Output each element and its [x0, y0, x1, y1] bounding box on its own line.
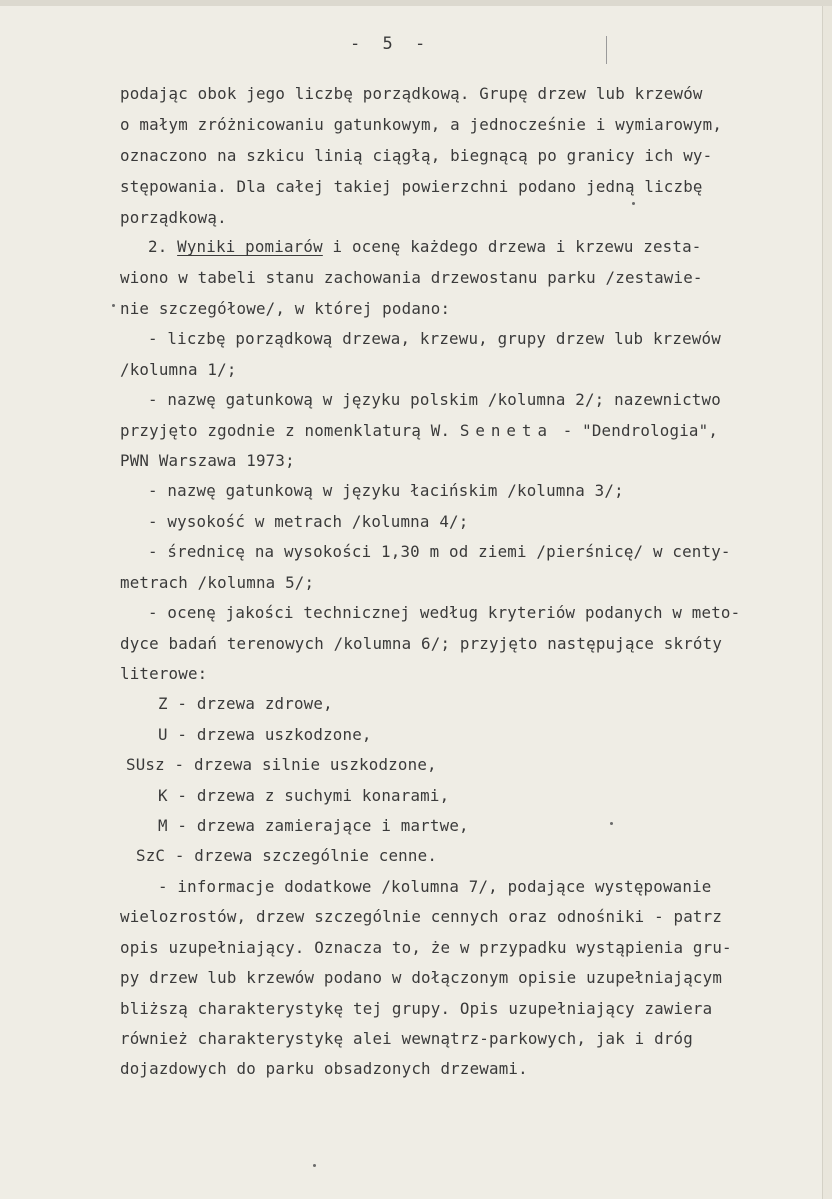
- list-item-3: - nazwę gatunkową w języku łacińskim /kolumna 3/;: [148, 481, 624, 500]
- list-item-7-cont-1: wielozrostów, drzew szczególnie cennych oraz odnośniki - patrz: [120, 907, 723, 926]
- abbrev-m: M - drzewa zamierające i martwe,: [158, 816, 469, 835]
- abbrev-szc: SzC - drzewa szczególnie cenne.: [136, 846, 438, 865]
- speck-dot: [313, 1164, 316, 1167]
- text-line-7: wiono w tabeli stanu zachowania drzewostanu parku /zestawie-: [120, 268, 703, 287]
- list-item-1: - liczbę porządkową drzewa, krzewu, grupy drzew lub krzewów: [148, 329, 721, 348]
- list-item-7-cont-5: również charakterystykę alei wewnątrz-parkowych, jak i dróg: [120, 1029, 693, 1048]
- speck-dot: [610, 822, 613, 825]
- abbrev-z: Z - drzewa zdrowe,: [158, 694, 333, 713]
- list-item-7: - informacje dodatkowe /kolumna 7/, podające występowanie: [158, 877, 712, 896]
- list-item-6: - ocenę jakości technicznej według kryteriów podanych w meto-: [148, 603, 741, 622]
- speck-dot: [632, 202, 635, 205]
- list-item-5-cont: metrach /kolumna 5/;: [120, 573, 315, 592]
- section-number: [148, 237, 702, 256]
- nomenclature-text: przyjęto zgodnie z nomenklaturą W.: [120, 421, 451, 440]
- speck-dot: [112, 304, 115, 307]
- list-item-7-cont-2: opis uzupełniający. Oznacza to, że w przypadku wystąpienia gru-: [120, 938, 732, 957]
- list-item-6-cont-2: literowe:: [120, 664, 208, 683]
- list-item-7-cont-3: py drzew lub krzewów podano w dołączonym opisie uzupełniającym: [120, 968, 723, 987]
- pencil-mark: [606, 36, 607, 64]
- text-line-5: porządkową.: [120, 208, 227, 227]
- abbrev-u: U - drzewa uszkodzone,: [158, 725, 372, 744]
- list-item-2: - nazwę gatunkową w języku polskim /kolumna 2/; nazewnictwo: [148, 390, 721, 409]
- abbrev-k: K - drzewa z suchymi konarami,: [158, 786, 450, 805]
- page-number: - 5 -: [350, 34, 432, 54]
- book-title: - "Dendrologia",: [562, 421, 719, 440]
- section-intro-text: i ocenę każdego drzewa i krzewu zesta-: [322, 237, 702, 256]
- page-top-edge: [0, 0, 832, 6]
- list-item-5: - średnicę na wysokości 1,30 m od ziemi /pierśnicę/ w centy-: [148, 542, 731, 561]
- text-line-3: oznaczono na szkicu linią ciągłą, biegnącą po granicy ich wy-: [120, 146, 713, 165]
- publisher-line: PWN Warszawa 1973;: [120, 451, 295, 470]
- text-line-2: o małym zróżnicowaniu gatunkowym, a jednocześnie i wymiarowym,: [120, 115, 723, 134]
- author-name-spaced: Seneta: [459, 421, 553, 440]
- list-item-1-cont: /kolumna 1/;: [120, 360, 237, 379]
- list-item-4: - wysokość w metrach /kolumna 4/;: [148, 512, 469, 531]
- list-item-2-cont: [120, 421, 718, 440]
- section-number-label: 2.: [148, 237, 168, 256]
- list-item-7-cont-6: dojazdowych do parku obsadzonych drzewami.: [120, 1059, 528, 1078]
- list-item-7-cont-4: bliższą charakterystykę tej grupy. Opis uzupełniający zawiera: [120, 999, 713, 1018]
- abbrev-susz: SUsz - drzewa silnie uszkodzone,: [126, 755, 437, 774]
- text-line-4: stępowania. Dla całej takiej powierzchni podano jedną liczbę: [120, 177, 703, 196]
- section-heading-underlined: Wyniki pomiarów: [177, 237, 323, 256]
- list-item-6-cont: dyce badań terenowych /kolumna 6/; przyjęto następujące skróty: [120, 634, 723, 653]
- text-line-8: nie szczegółowe/, w której podano:: [120, 299, 451, 318]
- text-line-1: podając obok jego liczbę porządkową. Grupę drzew lub krzewów: [120, 84, 703, 103]
